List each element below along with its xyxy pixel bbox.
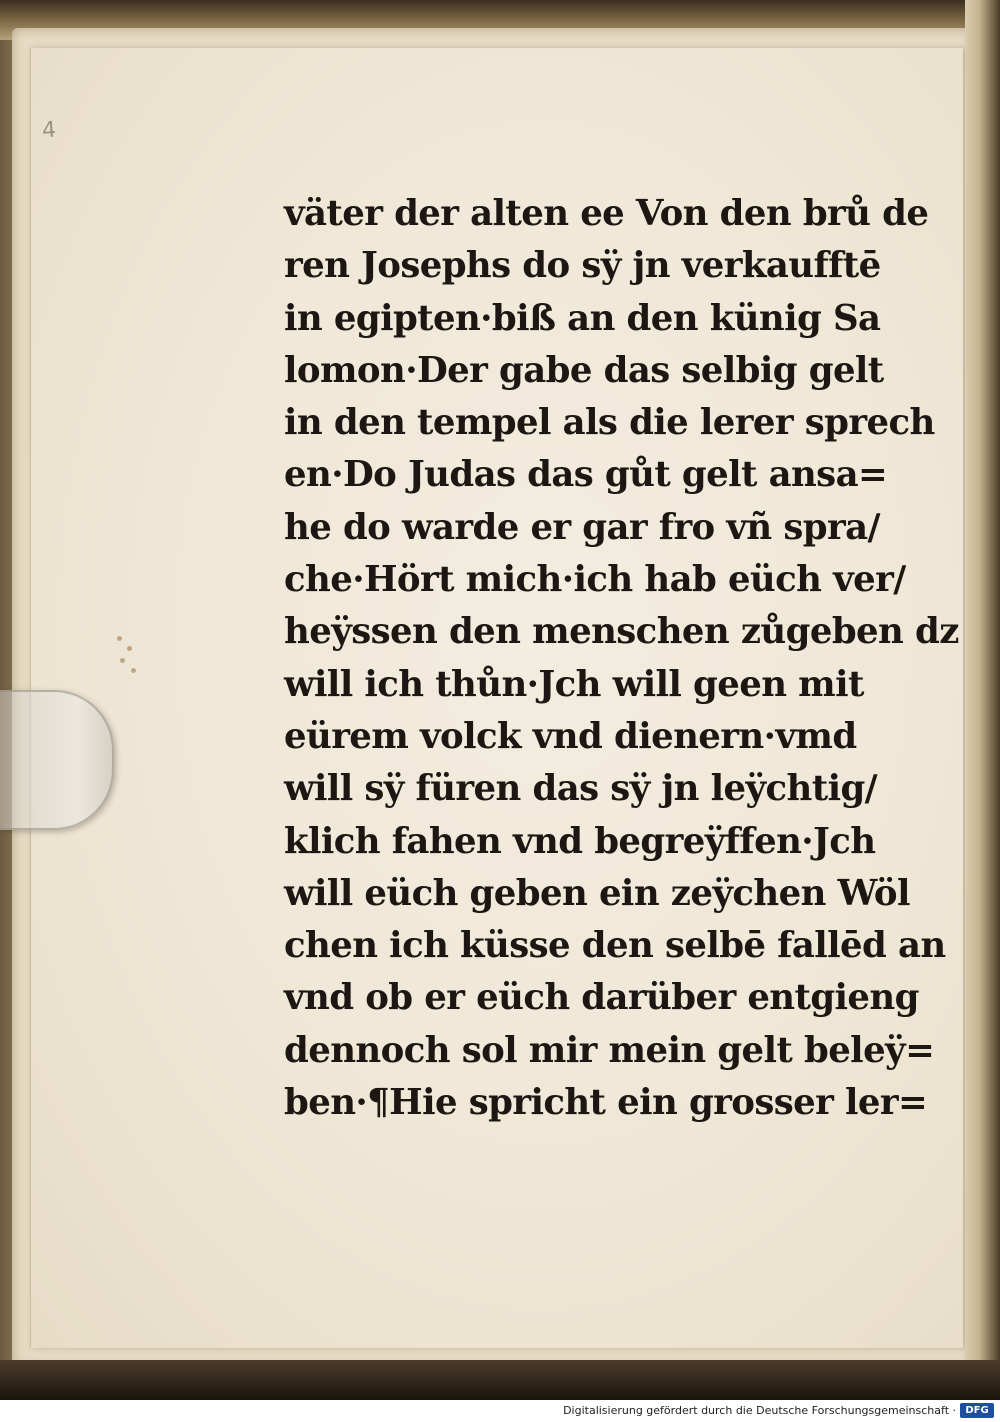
blackletter-text-block	[284, 188, 959, 1129]
pencil-folio-mark: 4	[41, 117, 57, 144]
text-line: che·Hört mich·ich hab eüch ver/	[284, 559, 906, 601]
text-line: ren Josephs do sÿ jn verkaufftē	[284, 245, 881, 287]
text-line: will ich thůn·Jch will geen mit	[284, 663, 864, 705]
page-clip	[0, 690, 114, 830]
text-line: in den tempel als die lerer sprech	[284, 402, 935, 444]
foxing-speck	[127, 646, 132, 651]
book-bottom-edge	[0, 1360, 1000, 1400]
text-line: ben·¶Hie spricht ein grosser ler=	[284, 1082, 928, 1124]
foxing-speck	[131, 668, 136, 673]
text-line: lomon·Der gabe das selbig gelt	[284, 349, 884, 391]
dfg-logo: DFG	[960, 1403, 994, 1418]
text-line: en·Do Judas das gůt gelt ansa=	[284, 454, 888, 496]
text-line: eürem volck vnd dienern·vmd	[284, 715, 857, 757]
funding-credit: Digitalisierung gefördert durch die Deutsche Forschungsgemeinschaft ·	[563, 1404, 956, 1417]
text-line: will eüch geben ein zeÿchen Wöl	[284, 872, 910, 914]
text-line: he do warde er gar fro vñ spra/	[284, 506, 880, 548]
text-line: vnd ob er eüch darüber entgieng	[284, 977, 919, 1019]
book-right-edge	[965, 0, 1000, 1400]
text-line: in egipten·biß an den künig Sa	[284, 297, 881, 339]
text-line: väter der alten ee Von den brů de	[284, 193, 929, 234]
foxing-speck	[117, 636, 122, 641]
foxing-speck	[120, 658, 125, 663]
text-line: will sÿ füren das sÿ jn leÿchtig/	[284, 768, 878, 810]
text-line: chen ich küsse den selbē fallēd an	[284, 925, 946, 967]
text-line: dennoch sol mir mein gelt beleÿ=	[284, 1029, 935, 1071]
digitization-footer	[0, 1400, 1000, 1422]
text-line: klich fahen vnd begreÿffen·Jch	[284, 820, 876, 862]
text-line: heÿssen den menschen zůgeben dz	[284, 611, 959, 653]
